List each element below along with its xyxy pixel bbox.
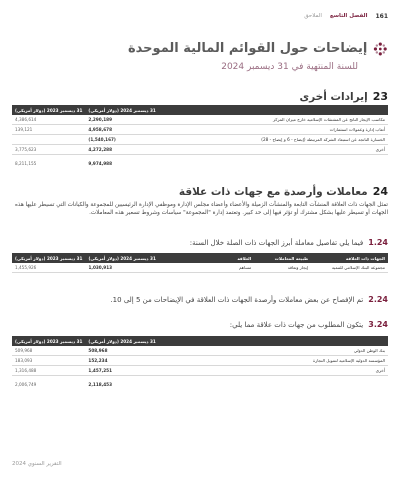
subsection-2-24-heading bbox=[110, 295, 388, 304]
subsection-3-24-heading bbox=[230, 320, 388, 329]
subsection-title: فيما يلي تفاصيل معاملة أبرز الجهات ذات الصلة خلال السنة: bbox=[189, 239, 364, 247]
value-2024: 152,234 bbox=[85, 356, 158, 366]
value-2023: 139,121 bbox=[12, 125, 85, 135]
row-label: أخرى bbox=[159, 366, 388, 376]
column-header: 31 ديسمبر 2023 (دولار أمريكي) bbox=[12, 336, 85, 346]
total-2023: 8,211,155 bbox=[15, 161, 37, 166]
column-header bbox=[159, 336, 388, 346]
section-23-title: إيرادات أخرى bbox=[299, 91, 368, 103]
total-2024: 9,974,988 bbox=[88, 161, 112, 166]
table-row bbox=[12, 135, 388, 145]
page-number: 161 bbox=[375, 12, 388, 20]
value-2023: 3,775,623 bbox=[12, 145, 85, 155]
table-header-row bbox=[12, 253, 388, 263]
subsection-number: 2.24 bbox=[368, 295, 388, 304]
footer-report-label: التقرير السنوي 2024 bbox=[12, 461, 62, 467]
table-row bbox=[12, 366, 388, 376]
column-header: 31 ديسمبر 2023 (دولار أمريكي) bbox=[12, 253, 85, 263]
subsection-number: 3.24 bbox=[368, 320, 388, 329]
value-2023: 509,968 bbox=[12, 346, 85, 356]
row-label: المؤسسة الدولية الإسلامية لتمويل التجارة bbox=[159, 356, 388, 366]
other-income-table bbox=[12, 105, 388, 168]
related-party-transactions-table bbox=[12, 253, 388, 273]
transaction-nature: إيجار وتعاقد bbox=[254, 263, 311, 273]
table-header-row bbox=[12, 105, 388, 115]
total-2023: 2,006,749 bbox=[15, 382, 37, 387]
page-header bbox=[12, 10, 388, 22]
value-2023 bbox=[12, 135, 85, 145]
table-row bbox=[12, 115, 388, 125]
section-23-heading bbox=[299, 90, 388, 103]
column-header: 31 ديسمبر 2024 (دولار أمريكي) bbox=[85, 105, 158, 115]
section-24-heading bbox=[179, 185, 388, 198]
party-name: مجموعة البنك الإسلامي للتنمية bbox=[311, 263, 388, 273]
total-label bbox=[159, 159, 388, 168]
value-2024: 1,030,913 bbox=[85, 263, 158, 273]
total-row bbox=[12, 380, 388, 389]
value-2024: 2,290,189 bbox=[85, 115, 158, 125]
row-label: أخرى bbox=[159, 145, 388, 155]
value-2024: 508,968 bbox=[85, 346, 158, 356]
column-header bbox=[159, 105, 388, 115]
subsection-1-24-heading bbox=[190, 238, 388, 247]
title-block bbox=[128, 37, 388, 72]
subsection-title: يتكون المطلوب من جهات ذات علاقة مما يلي: bbox=[229, 321, 364, 329]
page-subtitle: للسنة المنتهية في 31 ديسمبر 2024 bbox=[221, 62, 358, 72]
value-2023: 183,093 bbox=[12, 356, 85, 366]
table-row bbox=[12, 125, 388, 135]
value-2024: 1,457,251 bbox=[85, 366, 158, 376]
notes-logo-icon bbox=[373, 37, 388, 61]
column-header: 31 ديسمبر 2024 (دولار أمريكي) bbox=[85, 253, 158, 263]
value-2024: (1,540,167) bbox=[85, 135, 158, 145]
row-label: الخسارة الناتجة عن استبعاد الشركة المرتبطة (إيضاح - 6 و إيضاح - 28) bbox=[159, 135, 388, 145]
chapter-link[interactable]: الفصل التاسع bbox=[329, 13, 368, 19]
value-2024: 4,272,288 bbox=[85, 145, 158, 155]
subsection-number: 1.24 bbox=[368, 238, 388, 247]
table-row bbox=[12, 346, 388, 356]
column-header: العلاقة bbox=[159, 253, 254, 263]
row-label: بنك الوطن الدولي bbox=[159, 346, 388, 356]
row-label: أتعاب إدارة وعمولات استثمارات bbox=[159, 125, 388, 135]
table-row bbox=[12, 145, 388, 155]
column-header: طبيعة المعاملات bbox=[254, 253, 311, 263]
section-link[interactable]: الملاحق bbox=[304, 13, 322, 19]
row-label: مكاسب الإيجار الناتج عن المشتقات الإسلامية خارج ميزان المركز bbox=[159, 115, 388, 125]
total-row bbox=[12, 159, 388, 168]
section-24-title: معاملات وأرصدة مع جهات ذات علاقة bbox=[178, 186, 368, 198]
total-2024: 2,118,453 bbox=[88, 382, 112, 387]
column-header: الجهات ذات العلاقة bbox=[311, 253, 388, 263]
subsection-title: تم الإفصاح عن بعض معاملات وأرصدة الجهات ذات العلاقة في الإيضاحات من 5 إلى 10. bbox=[110, 296, 364, 304]
value-2023: 1,455,926 bbox=[12, 263, 85, 273]
relationship: مساهم bbox=[159, 263, 254, 273]
page-title: إيضاحات حول القوائم المالية الموحدة bbox=[128, 40, 368, 56]
column-header: 31 ديسمبر 2024 (دولار أمريكي) bbox=[85, 336, 158, 346]
column-header: 31 ديسمبر 2023 (دولار أمريكي) bbox=[12, 105, 85, 115]
table-row bbox=[12, 263, 388, 273]
total-label bbox=[159, 380, 388, 389]
related-parties-paragraph: تمثل الجهات ذات العلاقة المنشآت التابعة والمنشآت الزميلة والأعضاء وأعضاء مجلس الإدارة وموظفي الإدارة الرئيسيين للمجموعة والكيانات التي تسيطر عليها هذه الجهات أو تسيطر عليها بشكل مشترك أو تؤثر فيها إلى حد كبير. وتعتمد إدارة "المجموعة" سياسات وشروط تسعير هذه المعاملات. bbox=[15, 202, 388, 216]
table-row bbox=[12, 356, 388, 366]
section-23-number: 23 bbox=[372, 90, 388, 103]
value-2023: 1,316,488 bbox=[12, 366, 85, 376]
due-to-related-parties-table bbox=[12, 336, 388, 389]
value-2024: 4,958,678 bbox=[85, 125, 158, 135]
section-24-number: 24 bbox=[372, 185, 388, 198]
value-2023: 4,386,614 bbox=[12, 115, 85, 125]
table-header-row bbox=[12, 336, 388, 346]
